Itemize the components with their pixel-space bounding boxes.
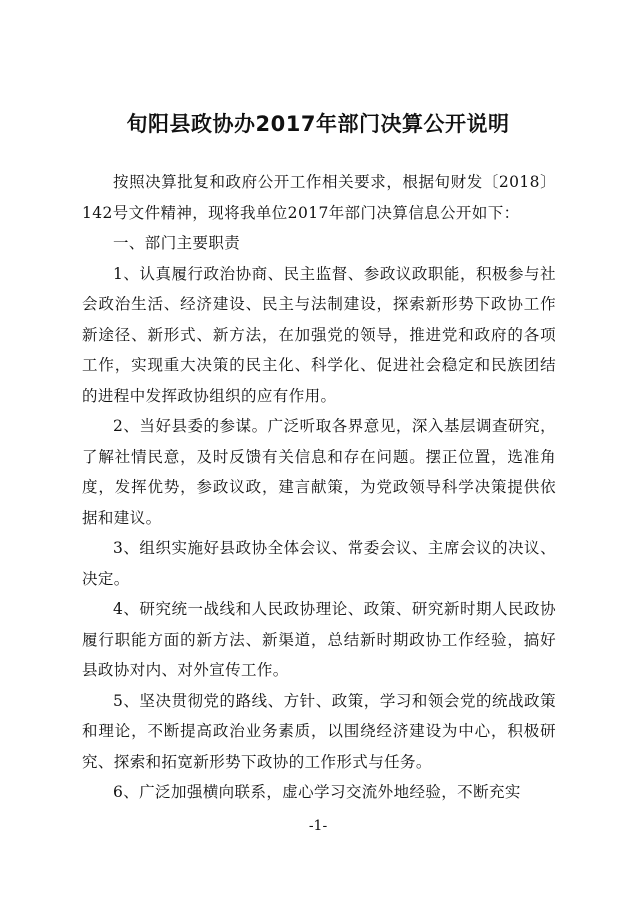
paragraph-duty-4: 4、研究统一战线和人民政协理论、政策、研究新时期人民政协履行职能方面的新方法、新渠道，总结新时期政协工作经验，搞好县政协对内、对外宣传工作。 <box>82 600 556 679</box>
paragraph-duty-2: 2、当好县委的参谋。广泛听取各界意见，深入基层调查研究，了解社情民意，及时反馈有关信息和存在问题。摆正位置，选准角度，发挥优势，参政议政，建言献策，为党政领导科学决策提供依据和建议。 <box>82 417 556 527</box>
document-title: 旬阳县政协办2017年部门决算公开说明 <box>126 112 510 136</box>
paragraph-duty-1: 1、认真履行政治协商、民主监督、参政议政职能，积极参与社会政治生活、经济建设、民主与法制建设，探索新形势下政协工作新途径、新形式、新方法，在加强党的领导，推进党和政府的各项工作，实现重大决策的民主化、科学化、促进社会稳定和民族团结的进程中发挥政协组织的应有作用。 <box>82 264 556 405</box>
document-body <box>82 167 556 808</box>
section-heading-duties: 一、部门主要职责 <box>113 234 241 252</box>
paragraph-duty-3: 3、组织实施好县政协全体会议、常委会议、主席会议的决议、决定。 <box>82 539 556 588</box>
paragraph-duty-6: 6、广泛加强横向联系，虚心学习交流外地经验，不断充实 <box>113 783 521 801</box>
paragraph-duty-5: 5、坚决贯彻党的路线、方针、政策，学习和领会党的统战政策和理论，不断提高政治业务素质，以围绕经济建设为中心，积极研究、探索和拓宽新形势下政协的工作形式与任务。 <box>82 691 556 771</box>
page-number: -1- <box>308 818 328 834</box>
paragraph-intro: 按照决算批复和政府公开工作相关要求，根据旬财发〔2018〕142号文件精神，现将我单位2017年部门决算信息公开如下： <box>82 173 556 222</box>
